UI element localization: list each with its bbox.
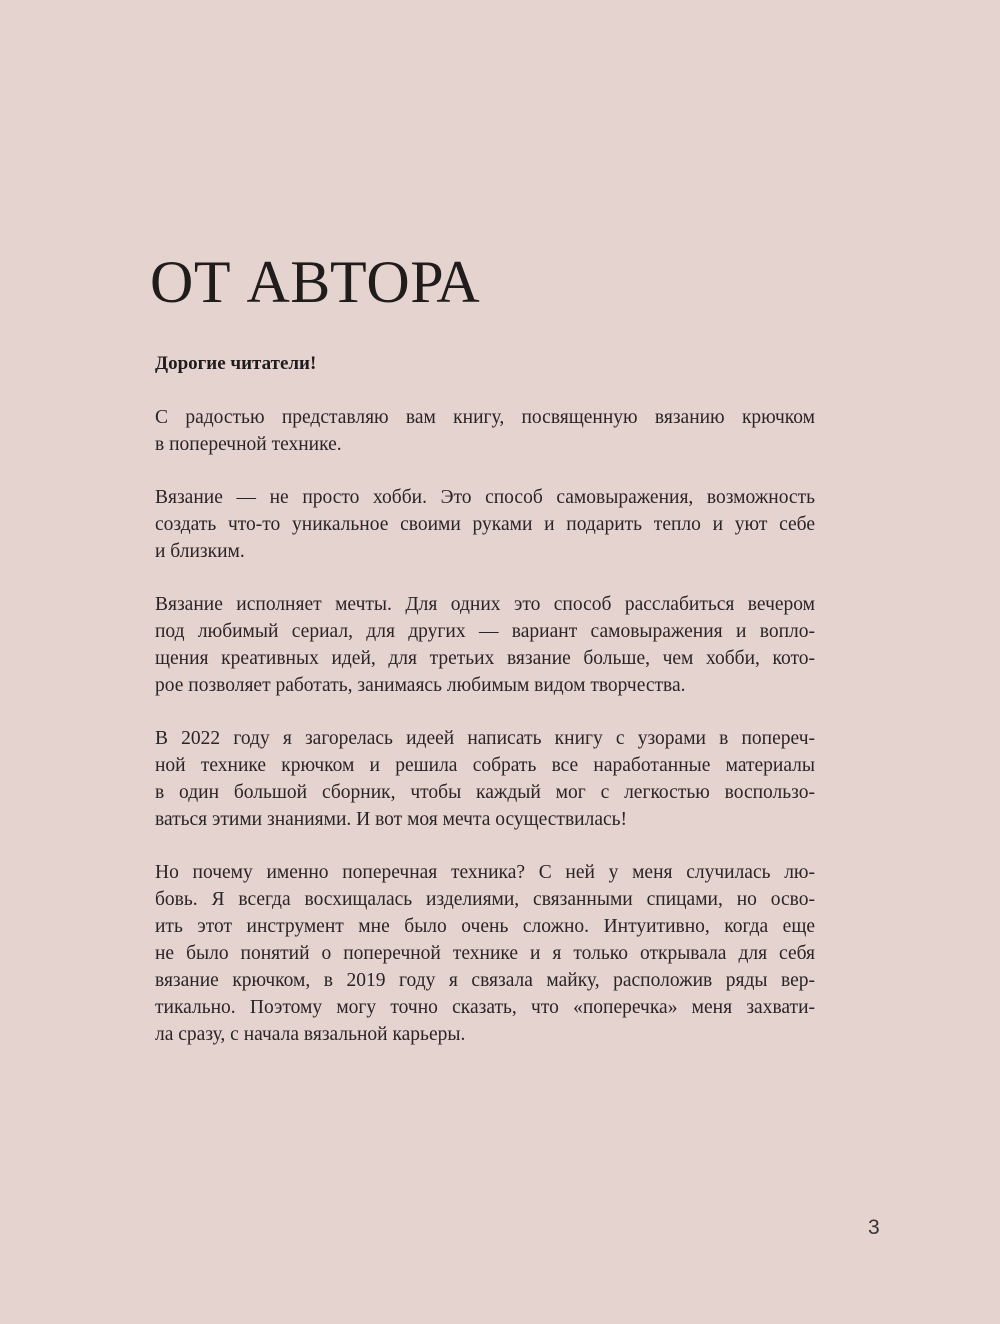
text-line: под любимый сериал, для других — вариант самовыражения и вопло- bbox=[155, 621, 815, 642]
page-title: ОТ АВТОРА bbox=[150, 249, 481, 316]
text-line: ить этот инструмент мне было очень сложно. Интуитивно, когда еще bbox=[155, 916, 815, 937]
text-line: Вязание — не просто хобби. Это способ самовыражения, возможность bbox=[155, 487, 815, 508]
paragraph-5 bbox=[155, 859, 815, 1048]
text-line: рое позволяет работать, занимаясь любимым видом творчества. bbox=[155, 675, 686, 696]
text-line: С радостью представляю вам книгу, посвященную вязанию крючком bbox=[155, 407, 815, 428]
text-line: и близким. bbox=[155, 541, 245, 562]
text-line: ла сразу, с начала вязальной карьеры. bbox=[155, 1024, 466, 1045]
body-text bbox=[155, 350, 815, 1074]
text-line: щения креативных идей, для третьих вязание больше, чем хобби, кото- bbox=[155, 648, 815, 669]
paragraph-3 bbox=[155, 591, 815, 699]
paragraph-2 bbox=[155, 484, 815, 565]
text-line: ваться этими знаниями. И вот моя мечта осуществилась! bbox=[155, 809, 628, 830]
greeting: Дорогие читатели! bbox=[155, 353, 317, 374]
text-line: в поперечной технике. bbox=[155, 434, 342, 455]
paragraph-4 bbox=[155, 725, 815, 833]
text-line: тикально. Поэтому могу точно сказать, что «поперечка» меня захвати- bbox=[155, 997, 815, 1018]
text-line: Вязание исполняет мечты. Для одних это способ расслабиться вечером bbox=[155, 594, 815, 615]
text-line: создать что-то уникальное своими руками и подарить тепло и уют себе bbox=[155, 514, 815, 535]
text-line: вязание крючком, в 2019 году я связала майку, расположив ряды вер- bbox=[155, 970, 815, 991]
text-line: не было понятий о поперечной технике и я только открывала для себя bbox=[155, 943, 815, 964]
text-line: в один большой сборник, чтобы каждый мог с легкостью воспользо- bbox=[155, 782, 815, 803]
text-line: ной технике крючком и решила собрать все наработанные материалы bbox=[155, 755, 815, 776]
paragraph-1 bbox=[155, 404, 815, 458]
text-line: В 2022 году я загорелась идеей написать книгу с узорами в попереч- bbox=[155, 728, 815, 749]
text-line: Но почему именно поперечная техника? С ней у меня случилась лю- bbox=[155, 862, 815, 883]
text-line: бовь. Я всегда восхищалась изделиями, связанными спицами, но осво- bbox=[155, 889, 815, 910]
page-number: 3 bbox=[868, 1216, 880, 1239]
